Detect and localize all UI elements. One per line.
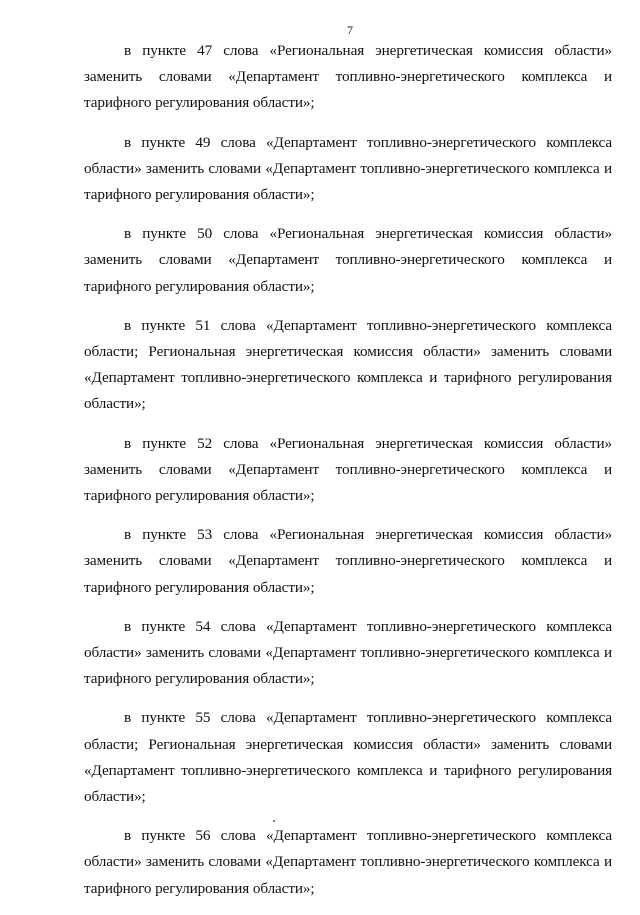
amendment-paragraph: в пункте 50 слова «Региональная энергетическая комиссия области» заменить словами «Департамент топливно-энергетического комплекса и тарифного регулирования области»;	[84, 225, 612, 295]
amendment-paragraph: в пункте 47 слова «Региональная энергетическая комиссия области» заменить словами «Департамент топливно-энергетического комплекса и тарифного регулирования области»;	[84, 42, 612, 112]
amendment-paragraph: в пункте 55 слова «Департамент топливно-энергетического комплекса области; Региональная энергетическая комиссия области» заменить словами «Департамент топливно-энергетического комплекса и тарифного регулирования области»;	[84, 709, 612, 806]
amendment-paragraph: в пункте 51 слова «Департамент топливно-энергетического комплекса области; Региональная энергетическая комиссия области» заменить словами «Департамент топливно-энергетического комплекса и тарифного регулирования области»;	[84, 316, 612, 413]
amendment-paragraph: в пункте 56 слова «Департамент топливно-энергетического комплекса области» заменить словами «Департамент топливно-энергетического комплекса и тарифного регулирования области»;	[84, 827, 612, 897]
amendment-paragraph: в пункте 54 слова «Департамент топливно-энергетического комплекса области» заменить словами «Департамент топливно-энергетического комплекса и тарифного регулирования области»;	[84, 617, 612, 688]
amendment-paragraph: в пункте 49 слова «Департамент топливно-энергетического комплекса области» заменить словами «Департамент топливно-энергетического комплекса и тарифного регулирования области»;	[84, 133, 612, 204]
page-number: 7	[347, 23, 353, 37]
amendment-paragraph: в пункте 53 слова «Региональная энергетическая комиссия области» заменить словами «Департамент топливно-энергетического комплекса и тарифного регулирования области»;	[84, 526, 612, 596]
scan-speck	[273, 820, 275, 822]
document-body	[84, 38, 612, 915]
amendment-paragraph: в пункте 52 слова «Региональная энергетическая комиссия области» заменить словами «Департамент топливно-энергетического комплекса и тарифного регулирования области»;	[84, 434, 612, 505]
